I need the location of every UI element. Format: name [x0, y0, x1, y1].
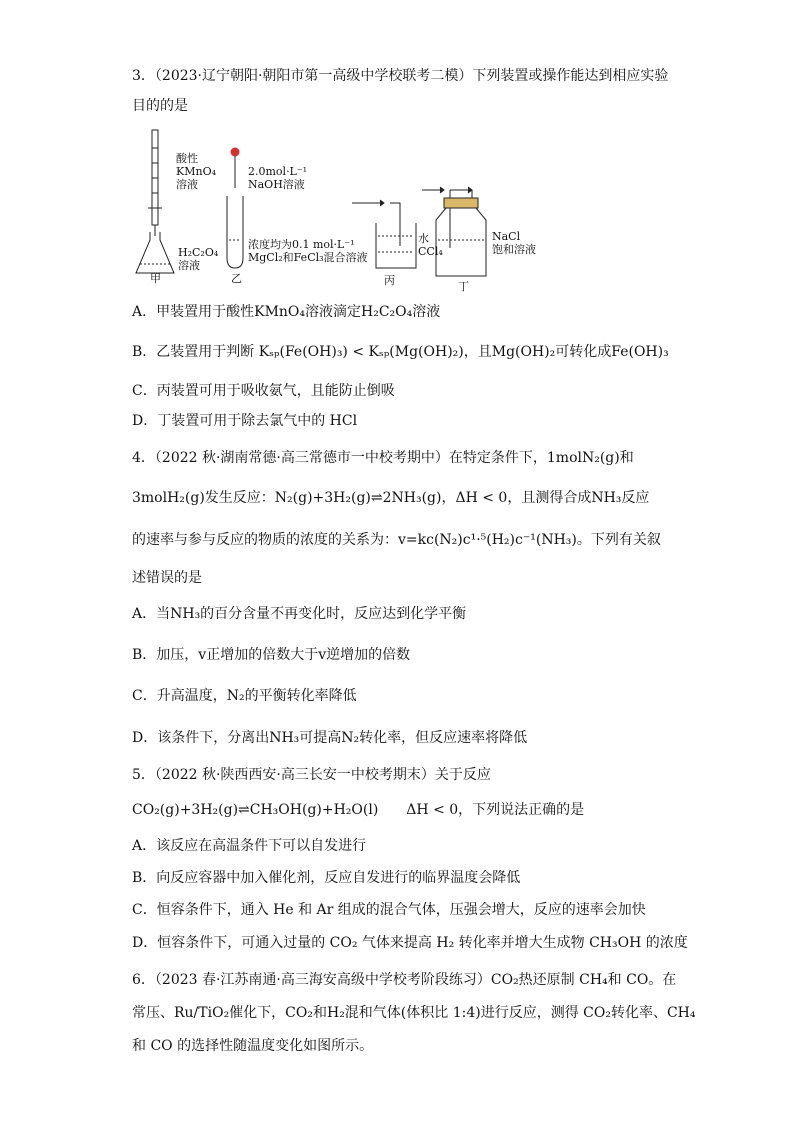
- q3-header-line1: 3．（2023·辽宁朝阳·朝阳市第一高级中学校联考二模）下列装置或操作能达到相应实验: [132, 68, 669, 84]
- jia-reagent-bottom: H₂C₂O₄ 溶液: [178, 246, 219, 272]
- q5-option-c: C．恒容条件下，通入 He 和 Ar 组成的混合气体，压强会增大，反应的速率会加快: [132, 902, 646, 918]
- q3-header-line2: 目的的是: [132, 98, 188, 114]
- jia-reagent-top: 酸性 KMnO₄ 溶液: [176, 152, 216, 191]
- q5-line2: CO₂(g)+3H₂(g)⇌CH₃OH(g)+H₂O(l) ΔH < 0，下列说法正确的是: [132, 802, 585, 818]
- q4-line1: 4．（2022 秋·湖南常德·高三常德市一中校考期中）在特定条件下，1molN₂(g)和: [132, 450, 634, 466]
- q3-option-d: D．丁装置可用于除去氯气中的 HCl: [132, 413, 358, 429]
- bing-layers: 水 CCl₄: [418, 232, 443, 258]
- yi-label: 乙: [231, 272, 242, 285]
- q4-line2: 3molH₂(g)发生反应：N₂(g)+3H₂(g)⇌2NH₃(g)，ΔH < 0，且测得合成NH₃反应: [132, 490, 650, 506]
- q4-line3: 的速率与参与反应的物质的浓度的关系为：v=kc(N₂)c¹·⁵(H₂)c⁻¹(NH₃)。下列有关叙: [132, 532, 661, 548]
- ding-reagent: NaCl 饱和溶液: [492, 230, 536, 256]
- q4-line4: 述错误的是: [132, 570, 202, 586]
- q5-option-b: B．向反应容器中加入催化剂，反应自发进行的临界温度会降低: [132, 870, 521, 886]
- jia-apparatus: [136, 130, 174, 273]
- q6-line2: 常压、Ru/TiO₂催化下，CO₂和H₂混和气体(体积比 1:4)进行反应，测得 CO₂转化率、CH₄: [132, 1005, 696, 1021]
- yi-reagent-top: 2.0mol·L⁻¹ NaOH溶液: [248, 165, 308, 191]
- q4-option-b: B．加压，v正增加的倍数大于v逆增加的倍数: [132, 647, 411, 663]
- jia-label: 甲: [150, 272, 161, 285]
- q3-option-a: A．甲装置用于酸性KMnO₄溶液滴定H₂C₂O₄溶液: [132, 304, 441, 320]
- q5-option-a: A．该反应在高温条件下可以自发进行: [132, 838, 367, 854]
- q4-option-a: A．当NH₃的百分含量不再变化时，反应达到化学平衡: [132, 606, 467, 622]
- q5-option-d: D．恒容条件下，可通入过量的 CO₂ 气体来提高 H₂ 转化率并增大生成物 CH₃OH 的浓度: [132, 935, 688, 951]
- q6-line1: 6．（2023 春·江苏南通·高三海安高级中学校考阶段练习）CO₂热还原制 CH₄和 CO。在: [132, 972, 677, 988]
- q6-line3: 和 CO 的选择性随温度变化如图所示。: [132, 1038, 374, 1054]
- yi-apparatus: [227, 148, 243, 268]
- yi-reagent-bottom: 浓度均为0.1 mol·L⁻¹ MgCl₂和FeCl₃混合溶液: [248, 238, 368, 264]
- q4-option-c: C．升高温度，N₂的平衡转化率降低: [132, 688, 357, 704]
- q5-line1: 5．（2022 秋·陕西西安·高三长安一中校考期末）关于反应: [132, 767, 491, 783]
- bing-label: 丙: [384, 274, 395, 287]
- ding-label: 丁: [458, 280, 469, 293]
- q3-option-b: B．乙装置用于判断 Kₛₚ(Fe(OH)₃) < Kₛₚ(Mg(OH)₂)，且Mg(OH)₂可转化成Fe(OH)₃: [132, 344, 669, 360]
- q4-option-d: D．该条件下，分离出NH₃可提高N₂转化率，但反应速率将降低: [132, 730, 528, 746]
- q3-option-c: C．丙装置可用于吸收氨气，且能防止倒吸: [132, 383, 395, 399]
